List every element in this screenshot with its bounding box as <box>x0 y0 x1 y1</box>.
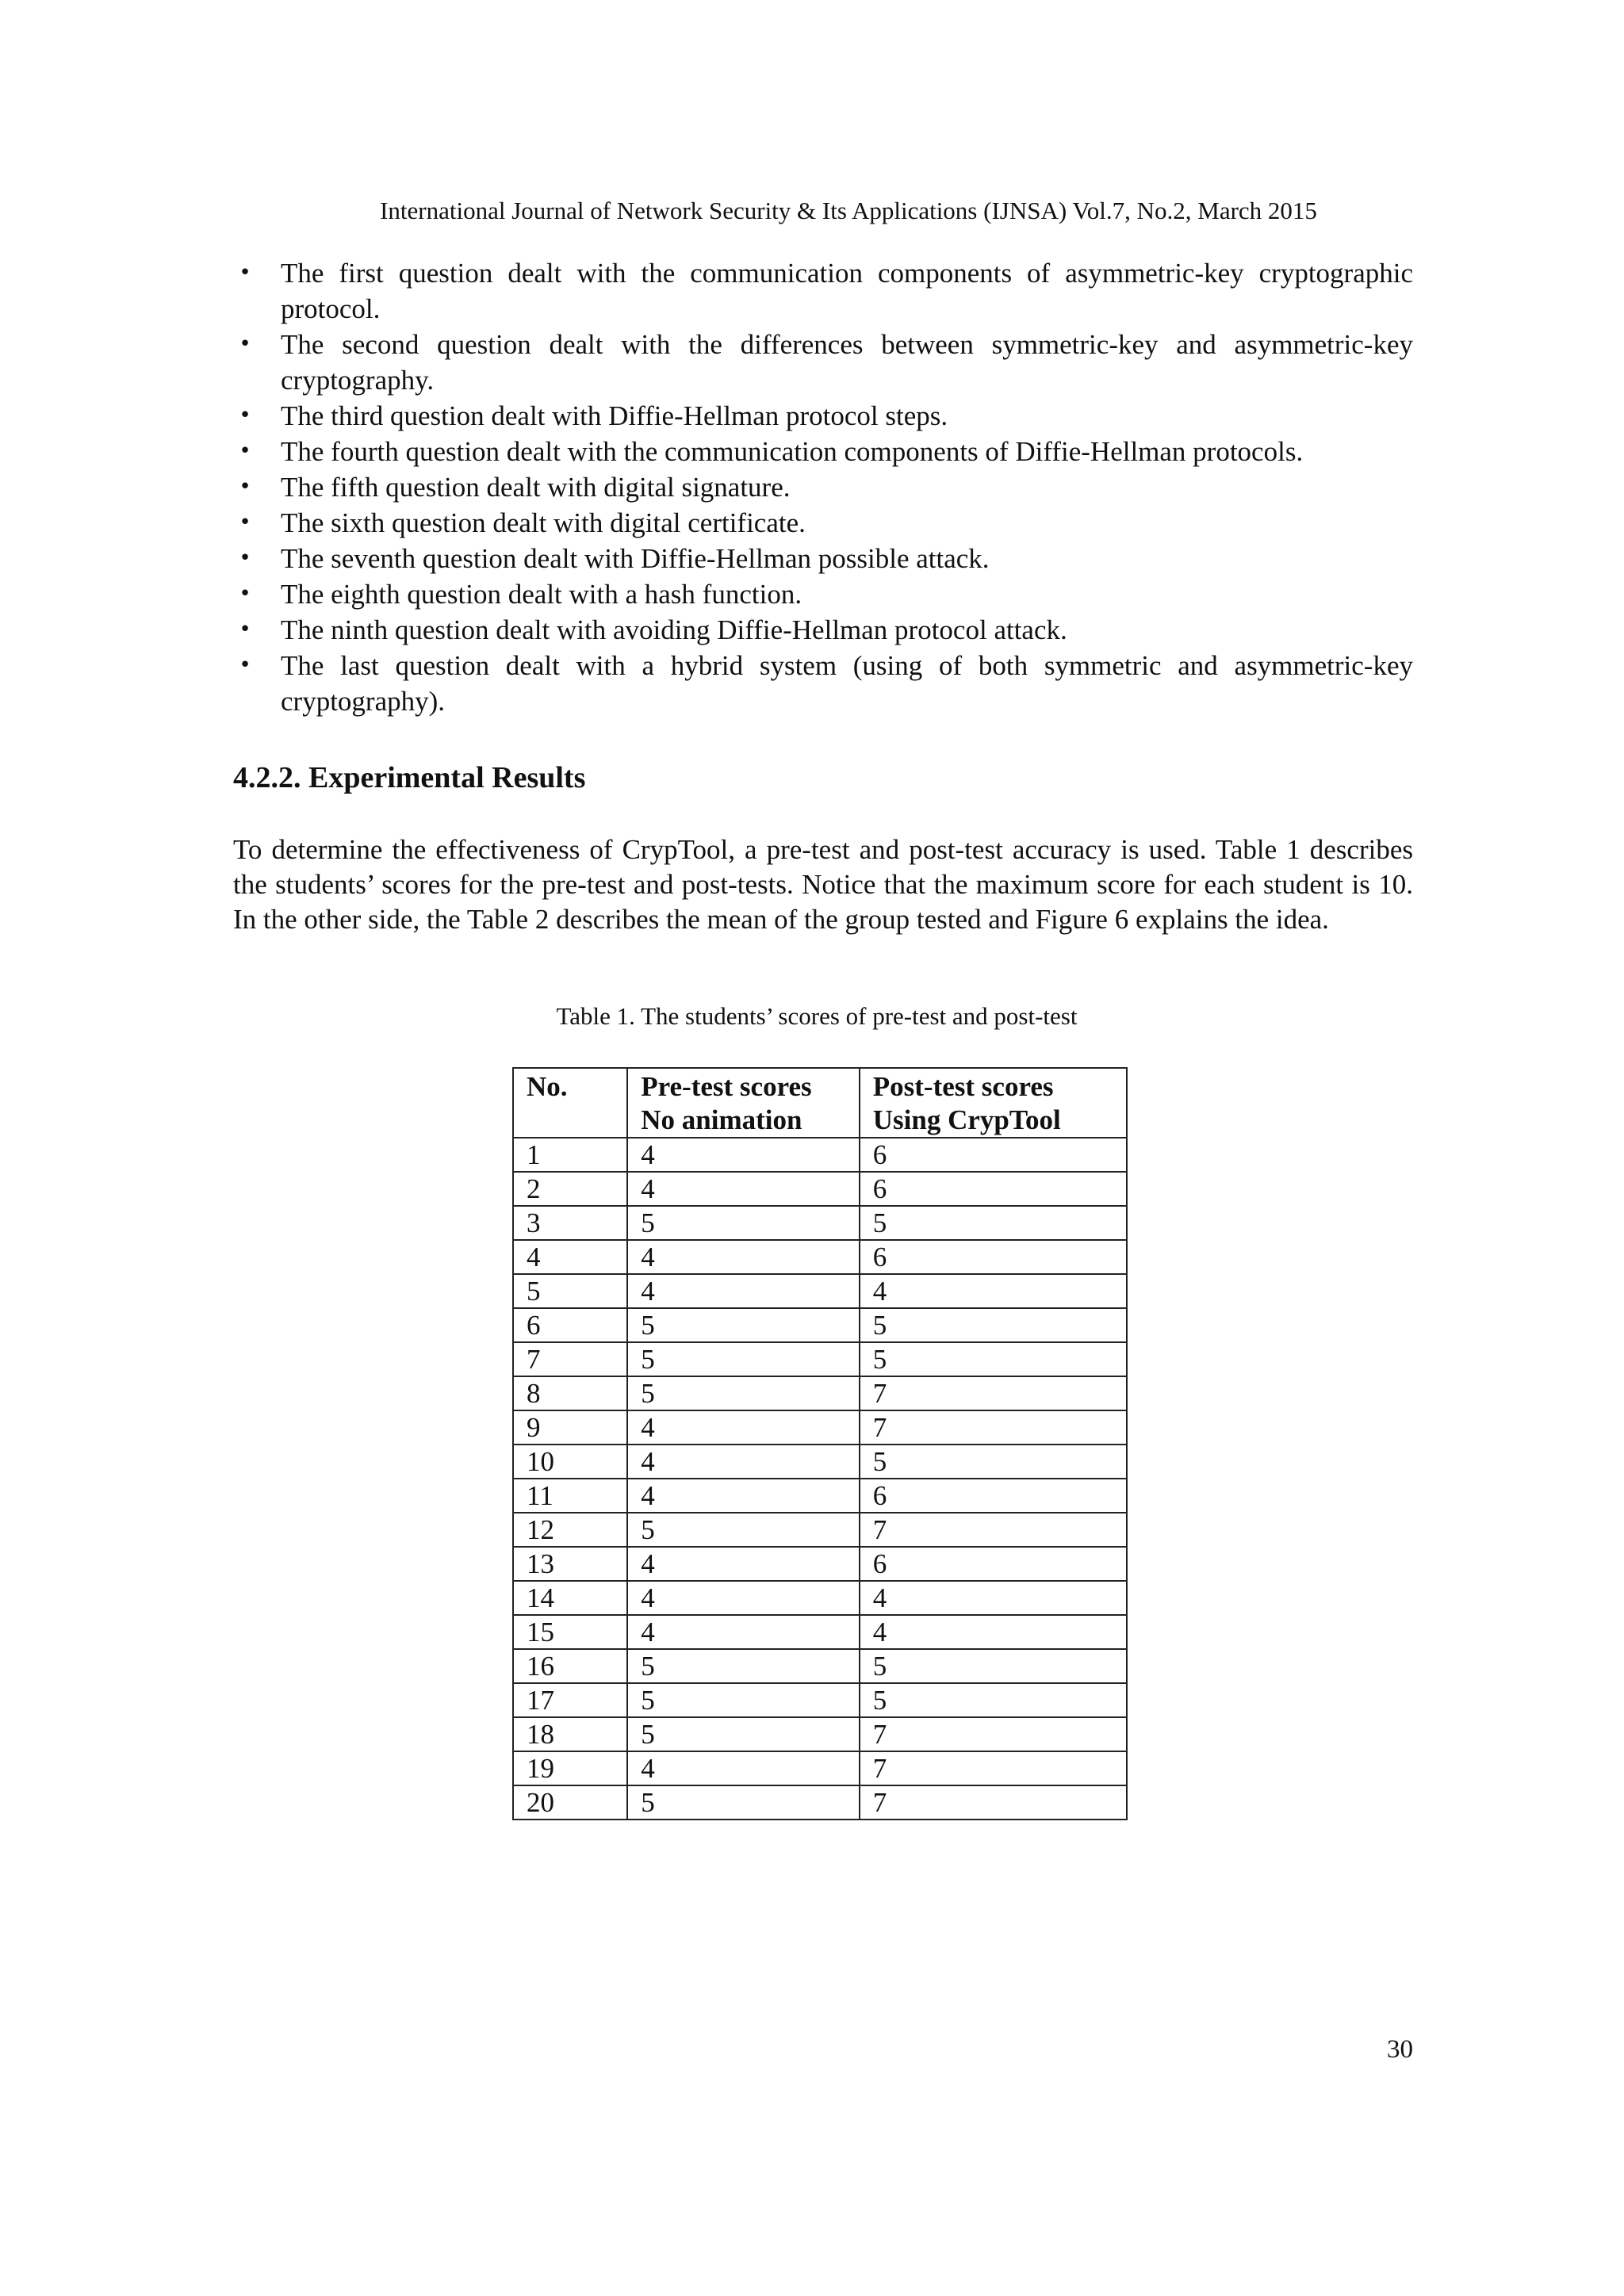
list-item <box>233 469 1413 505</box>
cell-posttest: 5 <box>860 1206 1127 1240</box>
cell-no: 5 <box>513 1274 627 1308</box>
cell-pretest: 4 <box>627 1445 860 1479</box>
cell-no: 18 <box>513 1717 627 1751</box>
list-item <box>233 648 1413 719</box>
cell-posttest: 4 <box>860 1581 1127 1615</box>
cell-posttest: 6 <box>860 1479 1127 1513</box>
cell-posttest: 6 <box>860 1547 1127 1581</box>
table-row <box>513 1615 1127 1649</box>
list-item-text: The eighth question dealt with a hash function. <box>281 579 802 610</box>
question-list <box>233 255 1413 719</box>
cell-pretest: 4 <box>627 1138 860 1172</box>
table-row <box>513 1138 1127 1172</box>
cell-pretest: 4 <box>627 1479 860 1513</box>
table-header-row <box>513 1068 1127 1138</box>
cell-no: 10 <box>513 1445 627 1479</box>
cell-posttest: 7 <box>860 1717 1127 1751</box>
table-row <box>513 1649 1127 1683</box>
cell-posttest: 5 <box>860 1342 1127 1376</box>
list-item <box>233 576 1413 612</box>
cell-no: 4 <box>513 1240 627 1274</box>
table-row <box>513 1410 1127 1445</box>
list-item-text: The ninth question dealt with avoiding Diffie-Hellman protocol attack. <box>281 614 1067 645</box>
table-row <box>513 1683 1127 1717</box>
cell-no: 12 <box>513 1513 627 1547</box>
header-cell-posttest <box>860 1068 1127 1138</box>
header-line: No animation <box>641 1104 802 1135</box>
table-row <box>513 1206 1127 1240</box>
table-row <box>513 1751 1127 1785</box>
section-heading: 4.2.2. Experimental Results <box>233 761 586 794</box>
cell-posttest: 6 <box>860 1138 1127 1172</box>
cell-posttest: 5 <box>860 1683 1127 1717</box>
cell-pretest: 4 <box>627 1615 860 1649</box>
table-row <box>513 1547 1127 1581</box>
cell-no: 17 <box>513 1683 627 1717</box>
cell-pretest: 5 <box>627 1308 860 1342</box>
cell-posttest: 5 <box>860 1308 1127 1342</box>
table-caption: Table 1. The students’ scores of pre-test and post-test <box>556 1002 1078 1030</box>
cell-pretest: 5 <box>627 1206 860 1240</box>
cell-posttest: 6 <box>860 1172 1127 1206</box>
cell-no: 11 <box>513 1479 627 1513</box>
list-item-text: The second question dealt with the differences between symmetric-key and asymmetric-key cryptography. <box>281 329 1413 396</box>
list-item-text: The first question dealt with the communication components of asymmetric-key cryptographic protocol. <box>281 258 1413 324</box>
bullet-icon: • <box>239 546 251 570</box>
header-line: Post-test scores <box>872 1071 1054 1102</box>
cell-posttest: 4 <box>860 1274 1127 1308</box>
cell-no: 9 <box>513 1410 627 1445</box>
cell-no: 7 <box>513 1342 627 1376</box>
table-row <box>513 1274 1127 1308</box>
list-item <box>233 541 1413 576</box>
cell-posttest: 4 <box>860 1615 1127 1649</box>
list-item <box>233 505 1413 541</box>
cell-pretest: 5 <box>627 1717 860 1751</box>
cell-no: 3 <box>513 1206 627 1240</box>
table-row <box>513 1240 1127 1274</box>
table-row <box>513 1376 1127 1410</box>
cell-pretest: 4 <box>627 1547 860 1581</box>
bullet-icon: • <box>239 404 251 427</box>
cell-posttest: 5 <box>860 1649 1127 1683</box>
list-item <box>233 612 1413 648</box>
table-row <box>513 1445 1127 1479</box>
bullet-icon: • <box>239 261 251 285</box>
bullet-icon: • <box>239 439 251 463</box>
table-row <box>513 1513 1127 1547</box>
table-row <box>513 1581 1127 1615</box>
list-item <box>233 255 1413 327</box>
cell-no: 8 <box>513 1376 627 1410</box>
list-item-text: The last question dealt with a hybrid system (using of both symmetric and asymmetric-key cryptography). <box>281 650 1413 717</box>
cell-pretest: 5 <box>627 1376 860 1410</box>
table-row <box>513 1717 1127 1751</box>
running-header: International Journal of Network Security & Its Applications (IJNSA) Vol.7, No.2, March 2015 <box>380 197 1317 224</box>
cell-pretest: 5 <box>627 1785 860 1820</box>
cell-no: 2 <box>513 1172 627 1206</box>
bullet-icon: • <box>239 475 251 499</box>
cell-pretest: 4 <box>627 1172 860 1206</box>
bullet-icon: • <box>239 653 251 677</box>
list-item-text: The seventh question dealt with Diffie-Hellman possible attack. <box>281 543 990 574</box>
list-item <box>233 398 1413 434</box>
table-row <box>513 1479 1127 1513</box>
scores-table <box>512 1067 1128 1820</box>
cell-no: 16 <box>513 1649 627 1683</box>
cell-posttest: 7 <box>860 1785 1127 1820</box>
page-number: 30 <box>1387 2035 1413 2064</box>
cell-posttest: 5 <box>860 1445 1127 1479</box>
cell-posttest: 7 <box>860 1513 1127 1547</box>
cell-no: 20 <box>513 1785 627 1820</box>
list-item-text: The fifth question dealt with digital signature. <box>281 472 791 503</box>
cell-pretest: 5 <box>627 1513 860 1547</box>
cell-pretest: 4 <box>627 1751 860 1785</box>
table-row <box>513 1342 1127 1376</box>
cell-no: 15 <box>513 1615 627 1649</box>
list-item-text: The sixth question dealt with digital certificate. <box>281 507 806 538</box>
header-line: No. <box>527 1071 568 1102</box>
bullet-icon: • <box>239 332 251 356</box>
cell-posttest: 6 <box>860 1240 1127 1274</box>
cell-posttest: 7 <box>860 1376 1127 1410</box>
cell-no: 19 <box>513 1751 627 1785</box>
list-item <box>233 327 1413 398</box>
cell-pretest: 4 <box>627 1274 860 1308</box>
body-paragraph: To determine the effectiveness of CrypTool, a pre-test and post-test accuracy is used. Table 1 describes the students’ scores for the pre-test and post-tests. Notice that the maximum score for each student is 10. In the other side, the Table 2 describes the mean of the group tested and Figure 6 explains the idea. <box>233 834 1413 935</box>
bullet-icon: • <box>239 582 251 606</box>
header-cell-pretest <box>627 1068 860 1138</box>
cell-posttest: 7 <box>860 1751 1127 1785</box>
table-row <box>513 1308 1127 1342</box>
cell-posttest: 7 <box>860 1410 1127 1445</box>
table-row <box>513 1785 1127 1820</box>
cell-no: 1 <box>513 1138 627 1172</box>
cell-pretest: 5 <box>627 1683 860 1717</box>
cell-no: 14 <box>513 1581 627 1615</box>
list-item-text: The fourth question dealt with the communication components of Diffie-Hellman protocols. <box>281 436 1304 467</box>
cell-no: 13 <box>513 1547 627 1581</box>
bullet-icon: • <box>239 618 251 641</box>
header-line: Pre-test scores <box>641 1071 812 1102</box>
cell-pretest: 5 <box>627 1342 860 1376</box>
cell-pretest: 4 <box>627 1410 860 1445</box>
cell-pretest: 4 <box>627 1240 860 1274</box>
table-row <box>513 1172 1127 1206</box>
bullet-icon: • <box>239 511 251 534</box>
list-item-text: The third question dealt with Diffie-Hellman protocol steps. <box>281 400 948 431</box>
header-cell-no <box>513 1068 627 1138</box>
header-line: Using CrypTool <box>872 1104 1061 1135</box>
cell-pretest: 5 <box>627 1649 860 1683</box>
list-item <box>233 434 1413 469</box>
cell-pretest: 4 <box>627 1581 860 1615</box>
cell-no: 6 <box>513 1308 627 1342</box>
